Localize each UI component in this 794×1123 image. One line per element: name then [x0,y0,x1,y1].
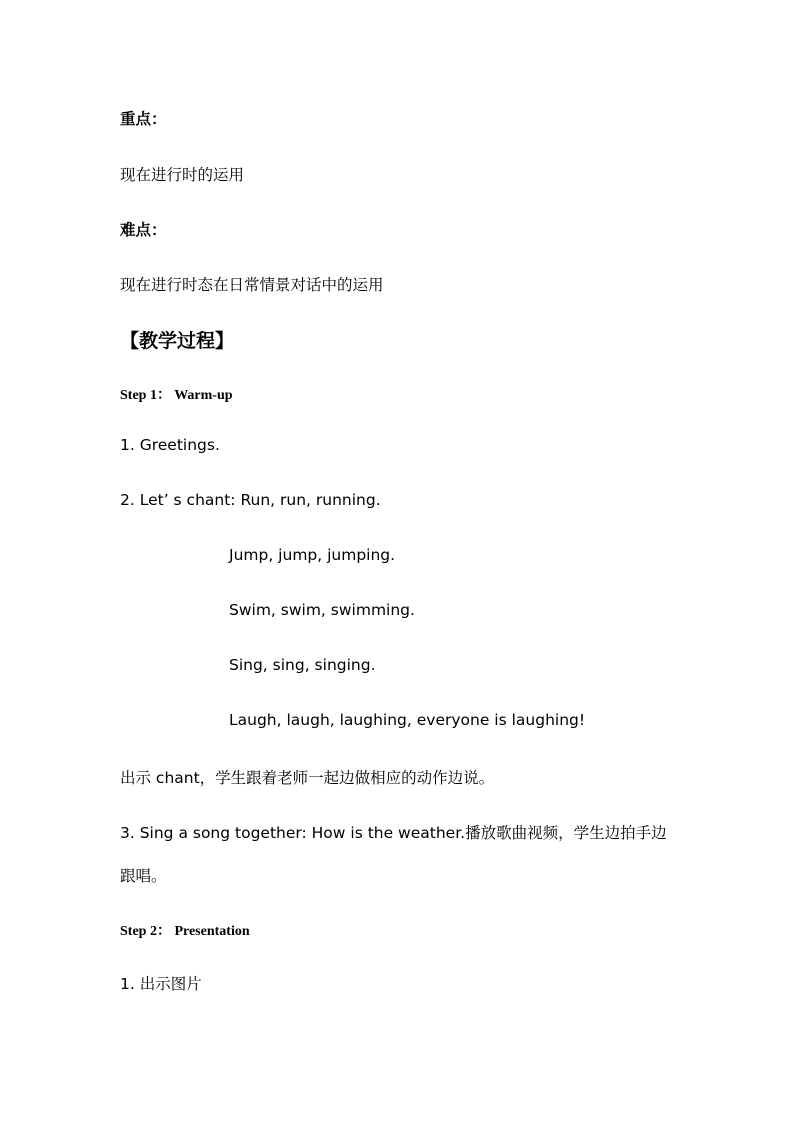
chant-line-laugh: Laugh, laugh, laughing, everyone is laughing! [229,711,586,729]
difficulty-text: 现在进行时态在日常情景对话中的运用 [120,276,384,294]
step1-item-chant: 2. Let’ s chant: Run, run, running. [120,491,381,509]
step2-item-show-picture: 1. 出示图片 [120,975,202,993]
section-heading: 【教学过程】 [120,330,235,352]
chant-line-jump: Jump, jump, jumping. [229,546,396,564]
chant-line-sing: Sing, sing, singing. [229,656,376,674]
step1-item-greetings: 1. Greetings. [120,436,220,454]
chant-instruction: 出示 chant，学生跟着老师一起边做相应的动作边说。 [120,769,495,787]
step2-heading: Step 2： Presentation [120,924,250,939]
chant-line-swim: Swim, swim, swimming. [229,601,415,619]
key-point-label: 重点： [120,110,167,128]
step1-item-song: 3. Sing a song together: How is the weather.播放歌曲视频，学生边拍手边 [120,824,667,842]
step1-heading: Step 1： Warm-up [120,388,233,403]
step1-item-song-continued: 跟唱。 [120,867,167,885]
difficulty-label: 难点： [120,221,167,239]
key-point-text: 现在进行时的运用 [120,166,245,184]
